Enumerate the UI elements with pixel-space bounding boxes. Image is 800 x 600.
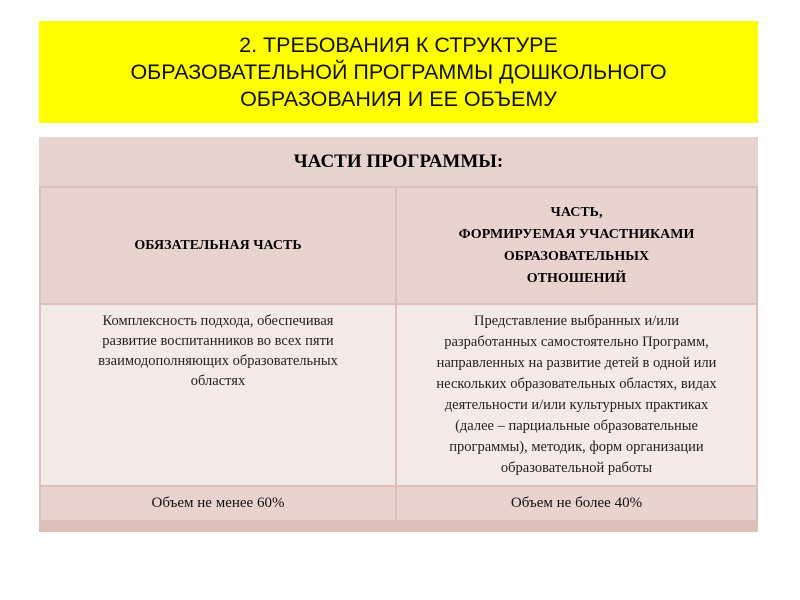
table-header: ЧАСТИ ПРОГРАММЫ: <box>39 137 758 186</box>
heading-line: ФОРМИРУЕМАЯ УЧАСТНИКАМИ <box>458 226 695 242</box>
description-line: программы), методик, форм организации <box>449 439 704 455</box>
mandatory-part-volume: Объем не менее 60% <box>41 487 395 520</box>
description-line: взаимодополняющих образовательных <box>98 353 338 369</box>
participants-part-volume: Объем не более 40% <box>397 487 756 520</box>
program-parts-table <box>39 137 758 532</box>
mandatory-part-heading <box>41 188 395 303</box>
heading-line: ЧАСТЬ, <box>550 204 603 220</box>
mandatory-part-description <box>41 305 395 485</box>
description-line: Комплексность подхода, обеспечивая <box>102 313 334 329</box>
participants-part-description <box>397 305 756 485</box>
slide-title <box>39 21 758 123</box>
slide-title-line: 2. ТРЕБОВАНИЯ К СТРУКТУРЕ <box>239 32 558 57</box>
description-line: направленных на развитие детей в одной или <box>436 355 717 371</box>
table-bottom-border <box>39 522 758 532</box>
description-line: развитие воспитанников во всех пяти <box>102 333 334 349</box>
slide-title-line: ОБРАЗОВАНИЯ И ЕЕ ОБЪЕМУ <box>240 86 557 111</box>
heading-line: ОТНОШЕНИЙ <box>526 270 627 286</box>
slide-title-line: ОБРАЗОВАТЕЛЬНОЙ ПРОГРАММЫ ДОШКОЛЬНОГО <box>130 59 667 84</box>
heading-line: ОБЯЗАТЕЛЬНАЯ ЧАСТЬ <box>134 237 302 253</box>
description-line: нескольких образовательных областях, видах <box>436 376 717 392</box>
participants-part-heading <box>397 188 756 303</box>
description-line: деятельности и/или культурных практиках <box>444 397 709 413</box>
description-line: образовательной работы <box>500 460 653 476</box>
description-line: областях <box>190 373 246 389</box>
description-line: (далее – парциальные образовательные <box>455 418 698 434</box>
description-line: Представление выбранных и/или <box>474 313 679 329</box>
heading-line: ОБРАЗОВАТЕЛЬНЫХ <box>503 248 650 264</box>
description-line: разработанных самостоятельно Программ, <box>444 334 709 350</box>
